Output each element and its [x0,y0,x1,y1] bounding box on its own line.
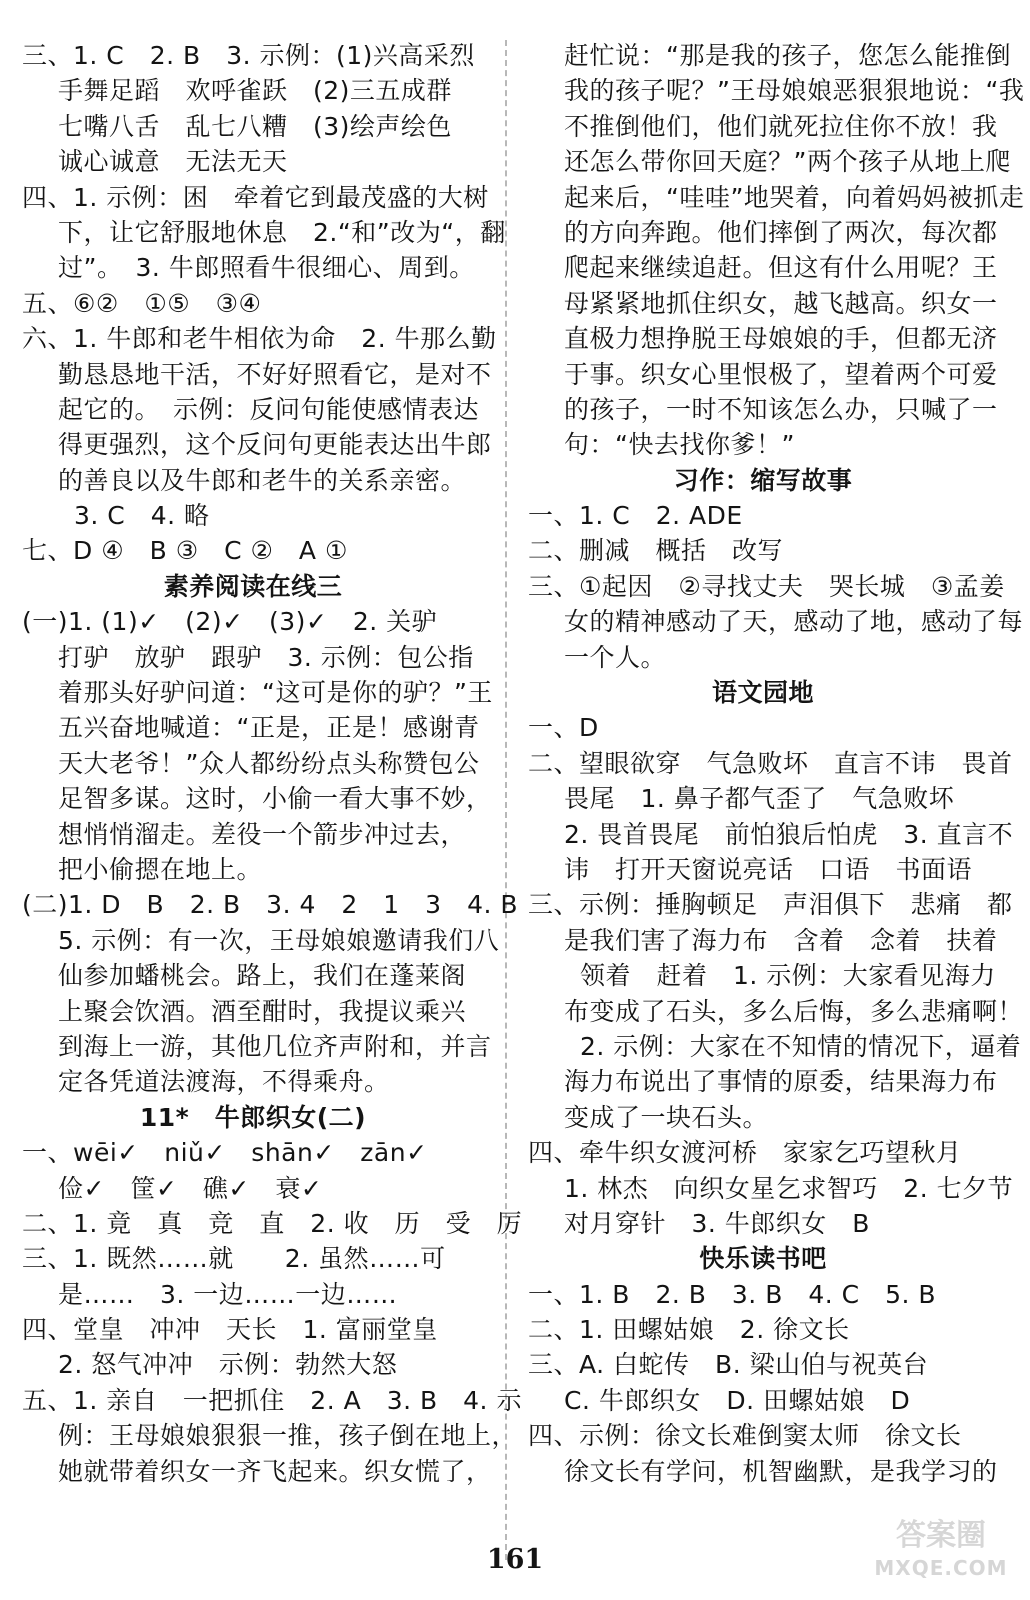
text-line: 我的孩子呢？”王母娘娘恶狠狠地说：“我 [564,76,1025,106]
text-line: 足智多谋。这时，小偷一看大事不妙， [58,784,492,814]
text-line: 四、堂皇 冲冲 天长 1. 富丽堂皇 [22,1315,438,1345]
page-number: 161 [486,1544,544,1575]
text-line: 领着 赶着 1. 示例：大家看见海力 [580,961,996,991]
text-line: 三、1. C 2. B 3. 示例：(1)兴高采烈 [22,41,475,70]
text-line: 1. 林杰 向织女星乞求智巧 2. 七夕节 [564,1173,1014,1203]
text-line: 2. 示例：大家在不知情的情况下，逼着 [580,1031,1022,1061]
text-line: 三、示例：捶胸顿足 声泪俱下 悲痛 都 [528,890,1013,920]
text-line: 到海上一游，其他几位齐声附和，并言 [58,1031,492,1061]
text-line: 着那头好驴问道：“这可是你的驴？”王 [58,678,493,708]
text-line: 她就带着织女一齐飞起来。织女慌了， [58,1456,492,1486]
text-line: 不推倒他们，他们就死拉住你不放！我 [564,111,998,141]
text-line: 五兴奋地喊道：“正是，正是！感谢青 [58,713,480,743]
text-line: 直极力想挣脱王母娘娘的手，但都无济 [564,324,998,354]
section-heading: 语文园地 [711,678,814,708]
text-line: 的孩子，一时不知该怎么办，只喊了一 [564,394,998,424]
text-line: 是我们害了海力布 含着 念着 扶着 [564,925,998,955]
text-line: 起来后，“哇哇”地哭着，向着妈妈被抓走 [564,182,1025,212]
text-line: 例：王母娘娘狠狠一推，孩子倒在地上， [58,1421,518,1451]
text-line: 的方向奔跑。他们摔倒了两次，每次都 [564,217,998,247]
text-line: 赶忙说：“那是我的孩子，您怎么能推倒 [564,41,1011,70]
watermark-url: MXQE.COM [874,1556,1008,1580]
text-line: 海力布说出了事情的原委，结果海力布 [564,1067,998,1097]
text-line: 讳 打开天窗说亮话 口语 书面语 [564,854,973,884]
text-line: 句：“快去找你爹！” [564,430,795,460]
text-line: 六、1. 牛郎和老牛相依为命 2. 牛那么勤 [22,324,497,354]
left-column [22,38,523,1489]
text-line: 诚心诚意 无法无天 [58,147,288,177]
text-line: 2. 畏首畏尾 前怕狼后怕虎 3. 直言不 [564,819,1014,849]
text-line: 畏尾 1. 鼻子都气歪了 气急败坏 [564,784,955,814]
text-line: 勤恳恳地干活，不好好照看它，是对不 [58,359,492,389]
text-line: 徐文长有学问，机智幽默，是我学习的 [564,1456,998,1486]
text-line: 得更强烈，这个反问句更能表达出牛郎 [58,430,492,460]
text-line: (一)1. (1)✓ (2)✓ (3)✓ 2. 关驴 [22,607,438,637]
text-line: 七、D ④ B ③ C ② A ① [22,536,348,566]
watermark [866,1516,1016,1588]
text-line: 手舞足蹈 欢呼雀跃 (2)三五成群 [58,76,452,106]
text-line: 2. 怒气冲冲 示例：勃然大怒 [58,1350,398,1380]
text-line: 仙参加蟠桃会。路上，我们在蓬莱阁 [58,961,467,991]
text-line: 四、牵牛织女渡河桥 家家乞巧望秋月 [528,1138,962,1168]
text-line: 对月穿针 3. 牛郎织女 B [564,1208,870,1238]
text-line: 一、wēi✓ niǔ✓ shān✓ zān✓ [22,1138,428,1168]
text-line: 二、望眼欲穿 气急败坏 直言不讳 畏首 [528,748,1013,778]
text-line: 是…… 3. 一边……一边…… [58,1279,398,1309]
text-line: 二、1. 田螺姑娘 2. 徐文长 [528,1315,850,1345]
text-line: 想悄悄溜走。差役一个箭步冲过去， [58,819,467,849]
section-heading: 素养阅读在线三 [163,571,343,601]
text-line: 七嘴八舌 乱七八糟 (3)绘声绘色 [58,111,452,141]
text-line: 四、1. 示例：困 牵着它到最茂盛的大树 [22,182,489,212]
text-line: 变成了一块石头。 [564,1102,769,1132]
text-line: 布变成了石头，多么后悔，多么悲痛啊！ [564,996,1024,1026]
section-heading: 11* 牛郎织女(二) [139,1102,367,1132]
watermark-logo-text: 答案圈 [896,1518,986,1553]
text-line: 三、①起因 ②寻找丈夫 哭长城 ③孟姜 [528,571,1005,601]
text-line: 于事。织女心里恨极了，望着两个可爱 [564,359,998,389]
text-line: 五、⑥② ①⑤ ③④ [22,288,262,318]
text-line: 四、示例：徐文长难倒窦太师 徐文长 [528,1421,962,1451]
text-line: 母紧紧地抓住织女，越飞越高。织女一 [564,288,998,318]
text-line: C. 牛郎织女 D. 田螺姑娘 D [564,1385,911,1415]
text-line: 一个人。 [564,642,667,672]
text-line: 起它的。 示例：反问句能使感情表达 [58,394,480,424]
text-line: 一、1. C 2. ADE [528,501,743,531]
text-line: 三、1. 既然……就 2. 虽然……可 [22,1244,446,1274]
text-line: 把小偷摁在地上。 [58,854,263,884]
text-line: 天大老爷！”众人都纷纷点头称赞包公 [58,748,480,778]
text-line: 一、D [528,713,599,743]
text-line: 三、A. 白蛇传 B. 梁山伯与祝英台 [528,1350,929,1380]
text-line: 爬起来继续追赶。但这有什么用呢？王 [564,253,998,283]
section-heading: 快乐读书吧 [699,1244,827,1274]
text-line: 二、1. 竟 真 竞 直 2. 收 历 受 厉 [22,1208,523,1238]
text-line: 二、删减 概括 改写 [528,536,784,566]
text-line: 一、1. B 2. B 3. B 4. C 5. B [528,1279,937,1309]
text-line: 五、1. 亲自 一把抓住 2. A 3. B 4. 示 [22,1385,522,1415]
column-divider [505,40,507,1560]
text-line: 3. C 4. 略 [74,501,210,531]
text-line: 定各凭道法渡海，不得乘舟。 [58,1067,390,1097]
right-column [528,38,1025,1489]
text-line: 还怎么带你回天庭？”两个孩子从地上爬 [564,147,1011,177]
text-line: 打驴 放驴 跟驴 3. 示例：包公指 [58,642,474,672]
text-line: 的善良以及牛郎和老牛的关系亲密。 [58,465,467,495]
text-line: 俭✓ 筐✓ 礁✓ 衰✓ [58,1173,323,1203]
text-line: 上聚会饮酒。酒至酣时，我提议乘兴 [58,996,467,1026]
section-heading: 习作：缩写故事 [673,465,853,495]
text-line: 下，让它舒服地休息 2.“和”改为“，翻 [58,217,506,247]
text-line: 女的精神感动了天，感动了地，感动了每 [564,607,1024,637]
text-line: (二)1. D B 2. B 3. 4 2 1 3 4. B [22,890,519,920]
text-line: 过”。 3. 牛郎照看牛很细心、周到。 [58,253,475,283]
text-line: 5. 示例：有一次，王母娘娘邀请我们八 [58,925,500,955]
